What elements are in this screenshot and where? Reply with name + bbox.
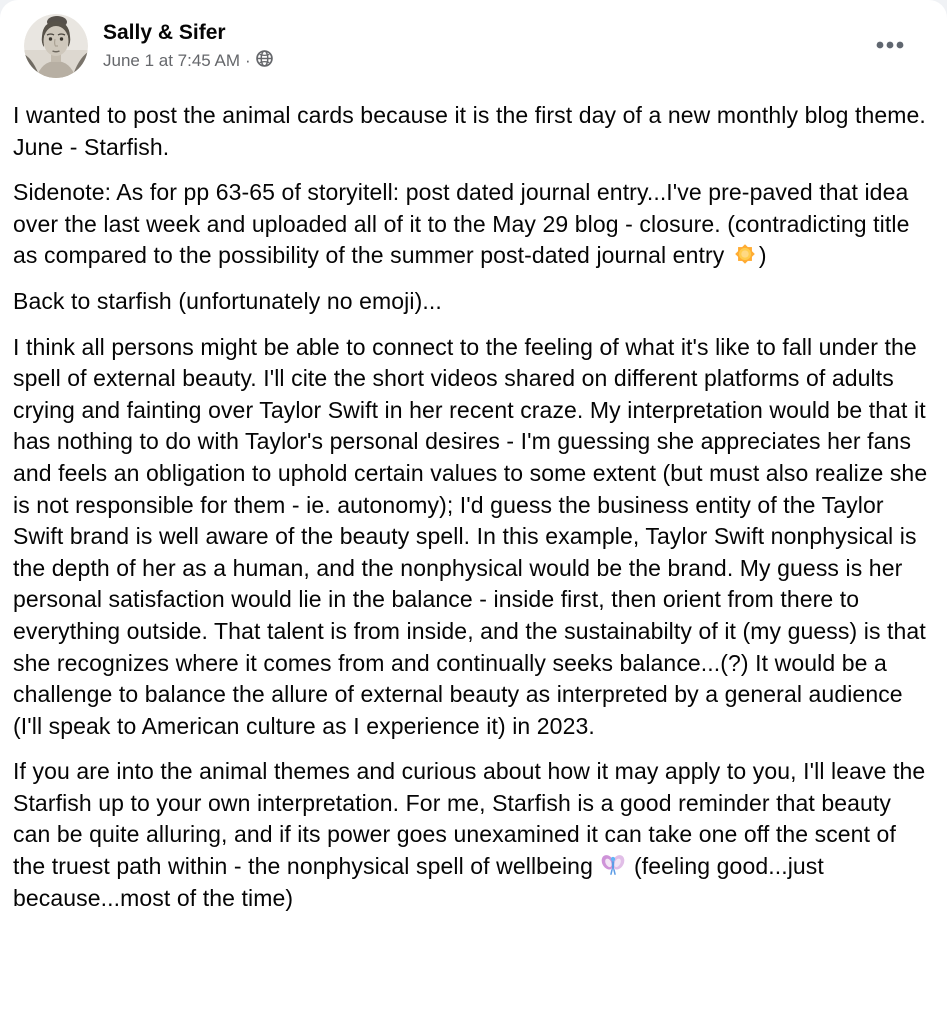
post-header-text xyxy=(103,20,273,73)
author-name[interactable]: Sally & Sifer xyxy=(103,21,226,44)
post-paragraph-1: I wanted to post the animal cards because it is the first day of a new monthly blog theme. June - Starfish. xyxy=(13,102,926,160)
post-header xyxy=(0,0,947,78)
post-body xyxy=(0,78,947,924)
avatar[interactable] xyxy=(24,14,88,78)
post-meta-row xyxy=(103,49,273,73)
three-dots-menu-icon xyxy=(875,40,905,50)
more-options-button[interactable] xyxy=(867,32,913,58)
globe-public-icon xyxy=(256,50,273,73)
sun-emoji-icon xyxy=(732,241,758,267)
avatar-portrait-image xyxy=(24,14,88,78)
post-paragraph-5: If you are into the animal themes and curious about how it may apply to you, I'll leave the Starfish up to your own interpretation. For me, Starfish is a good reminder that beauty can be quite alluring, and if its power goes unexamined it can take one off the scent of the truest path within - the nonphysical spell of wellbeing (feeling good...just because...most of the time) xyxy=(13,758,926,911)
timestamp[interactable]: June 1 at 7:45 AM xyxy=(103,51,241,70)
meta-separator: · xyxy=(245,51,251,70)
post-paragraph-2: Sidenote: As for pp 63-65 of storyitell: post dated journal entry...I've pre-paved that idea over the last week and uploaded all of it to the May 29 blog - closure. (contradicting title as compared to the possibility of the summer post-dated journal entry ) xyxy=(13,179,910,269)
fairy-emoji-icon xyxy=(600,852,626,878)
post-paragraph-4: I think all persons might be able to connect to the feeling of what it's like to fall under the spell of external beauty. I'll cite the short videos shared on different platforms of adults crying and fainting over Taylor Swift in her recent craze. My interpretation would be that it has nothing to do with Taylor's personal desires - I'm guessing she appreciates her fans and feels an obligation to uphold certain values to some extent (but must also realize she is not responsible for them - ie. autonomy); I'd guess the business entity of the Taylor Swift brand is well aware of the beauty spell. In this example, Taylor Swift nonphysical is the depth of her as a human, and the nonphysical would be the brand. My guess is her personal satisfaction would lie in the balance - inside first, then orient from there to everything outside. That talent is from inside, and the sustainabilty of it (my guess) is that she recognizes where it comes from and continually seeks balance...(?) It would be a challenge to balance the allure of external beauty as interpreted by a general audience (I'll speak to American culture as I experience it) in 2023. xyxy=(13,333,928,739)
post-paragraph-3: Back to starfish (unfortunately no emoji)... xyxy=(13,287,442,314)
